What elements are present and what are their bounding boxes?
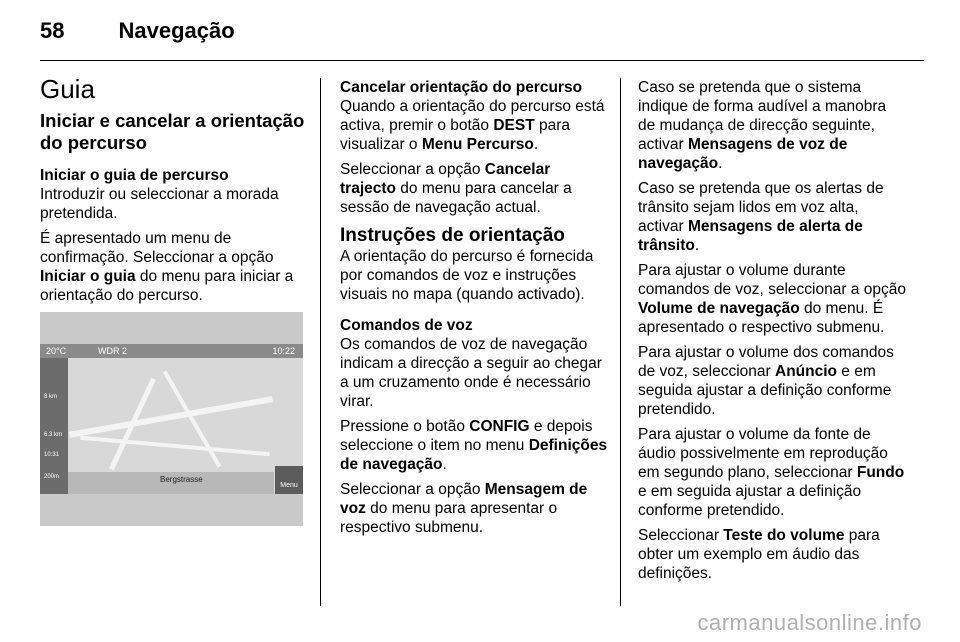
column-2 <box>340 74 608 543</box>
menu-button: Menu <box>275 466 303 494</box>
paragraph: Os comandos de voz de navegação indicam a direcção a seguir ao chegar a um cruzamento onde é necessário virar. <box>340 336 602 410</box>
distance-turn: 200m <box>44 474 60 480</box>
distance-remaining: 6.3 km <box>44 432 63 438</box>
paragraph: Seleccionar Teste do volume para obter um exemplo em áudio das definições. <box>638 527 880 582</box>
street-name: Bergstrasse <box>160 475 203 484</box>
subheading-cancel-route: Cancelar orientação do percurso <box>340 79 583 96</box>
radio-station: WDR 2 <box>98 346 127 356</box>
paragraph: Pressione o botão CONFIG e depois seleccione o item no menu Definições de navegação. <box>340 418 608 473</box>
paragraph: A orientação do percurso é fornecida por comandos de voz e instruções visuais no mapa (quando activado). <box>340 248 594 303</box>
page-header <box>40 18 235 44</box>
paragraph: É apresentado um menu de confirmação. Seleccionar a opção Iniciar o guia do menu para iniciar a orientação do percurso. <box>40 230 294 304</box>
nav-display <box>40 344 303 494</box>
header-rule <box>40 60 924 61</box>
paragraph: Seleccionar a opção Mensagem de voz do menu para apresentar o respectivo submenu. <box>340 481 588 536</box>
watermark: carmanualsonline.info <box>697 610 922 635</box>
temperature: 20°C <box>46 346 67 356</box>
navigation-screen-photo <box>40 312 303 526</box>
clock: 10:22 <box>272 346 295 356</box>
column-1 <box>40 74 308 311</box>
subheading-voice: Comandos de voz <box>340 317 473 334</box>
guidance-panel <box>40 358 68 494</box>
map-road <box>69 396 273 438</box>
chapter-title: Guia <box>40 74 95 104</box>
arrival-time: 10:31 <box>44 452 60 458</box>
paragraph: Para ajustar o volume durante comandos de voz, seleccionar a opção Volume de navegação do menu. É apresentado o respectivo submenu. <box>638 262 906 336</box>
column-divider-1 <box>320 78 321 606</box>
map-road <box>80 436 270 457</box>
column-divider-2 <box>620 78 621 606</box>
section-title: Navegação <box>118 18 235 43</box>
section-heading: Iniciar e cancelar a orientação do percurso <box>40 110 305 153</box>
section-heading-guidance: Instruções de orientação <box>340 225 565 246</box>
paragraph: Seleccionar a opção Cancelar trajecto do menu para cancelar a sessão de navegação actual. <box>340 161 572 216</box>
paragraph: Quando a orientação do percurso está activa, premir o botão DEST para visualizar o Menu Percurso. <box>340 98 605 153</box>
subheading-start-route: Iniciar o guia de percurso <box>40 167 229 184</box>
status-bar <box>40 344 303 358</box>
paragraph: Para ajustar o volume da fonte de áudio possivelmente em reprodução em segundo plano, seleccionar Fundo e em seguida ajustar a definição conforme pretendido. <box>638 426 905 519</box>
distance-next: 8 km <box>44 394 58 400</box>
page-number: 58 <box>40 18 65 43</box>
paragraph: Para ajustar o volume dos comandos de voz, seleccionar Anúncio e em seguida ajustar a definição conforme pretendido. <box>638 344 894 418</box>
paragraph: Caso se pretenda que o sistema indique de forma audível a manobra de mudança de direcção seguinte, activar Mensagens de voz de navegação. <box>638 79 887 172</box>
paragraph: Introduzir ou seleccionar a morada pretendida. <box>40 186 279 222</box>
column-3 <box>638 74 906 589</box>
paragraph: Caso se pretenda que os alertas de trânsito sejam lidos em voz alta, activar Mensagens de alerta de trânsito. <box>638 180 884 254</box>
